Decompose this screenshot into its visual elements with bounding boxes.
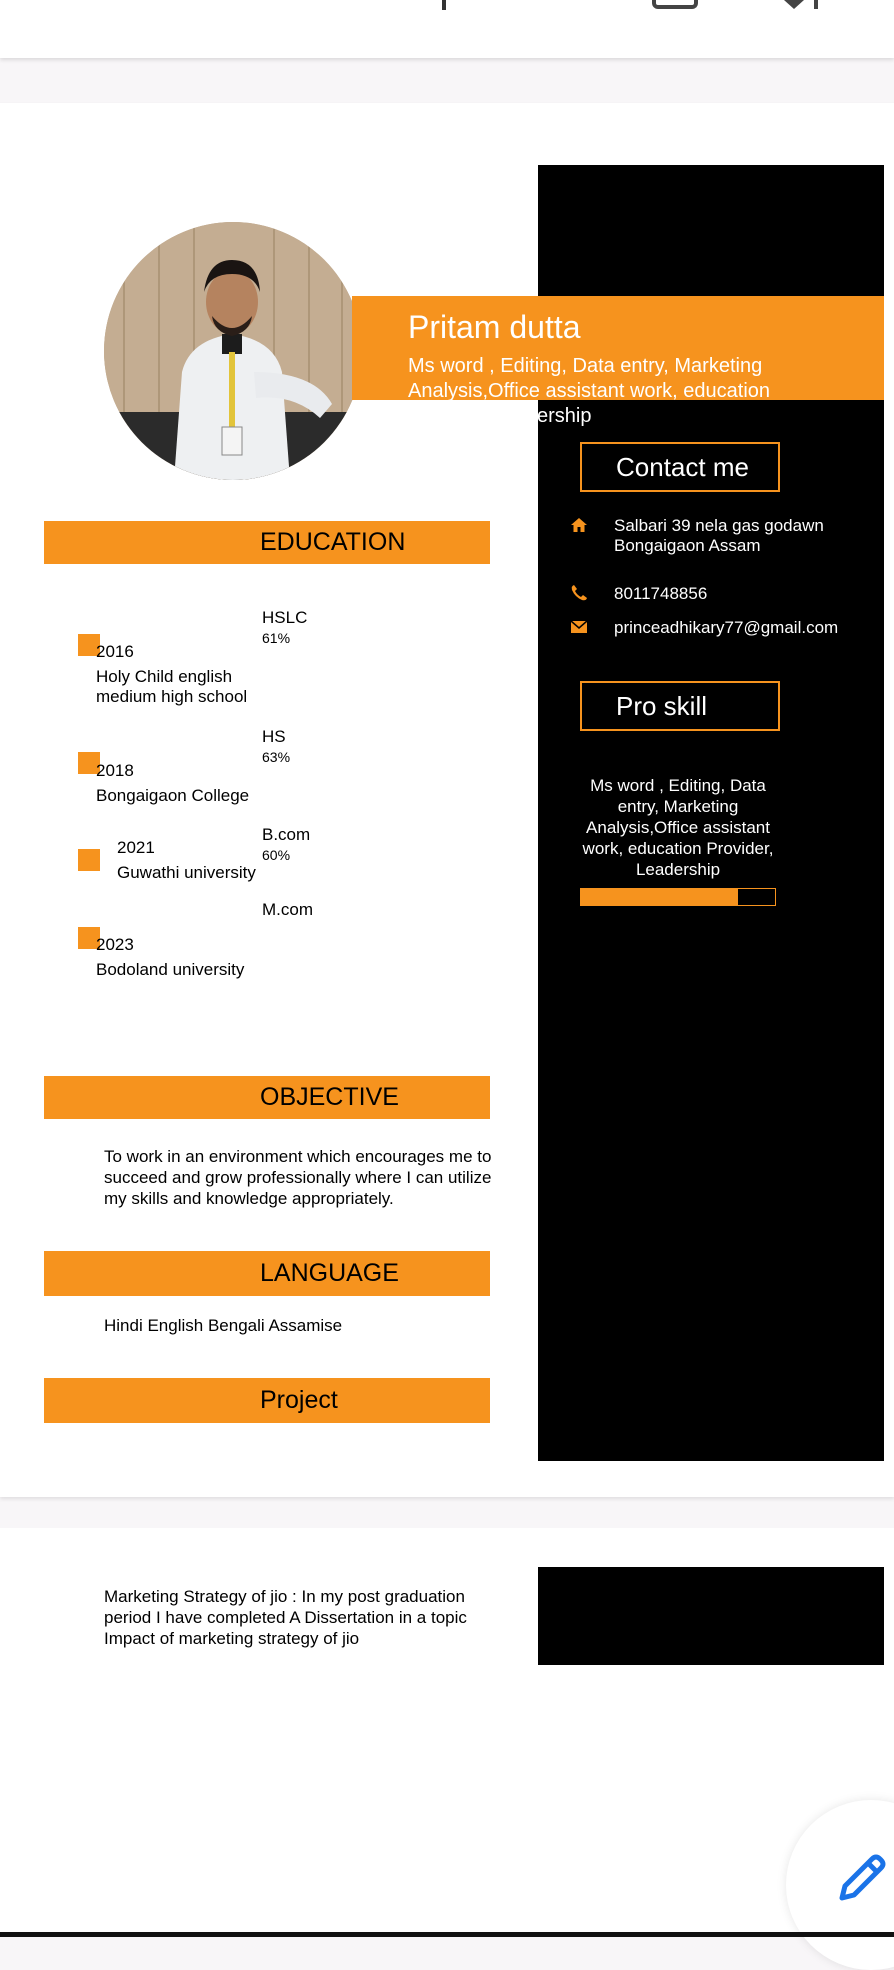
edu-score: 61% xyxy=(262,630,291,646)
toolbar-device-icon[interactable] xyxy=(652,0,698,9)
skill-level-bar xyxy=(580,888,776,906)
edu-degree: HS xyxy=(262,727,286,746)
objective-heading xyxy=(44,1076,490,1119)
contact-email: princeadhikary77@gmail.com xyxy=(614,618,839,637)
project-text: Marketing Strategy of jio : In my post graduation period I have completed A Dissertation in a topic Impact of marketing strategy of jio xyxy=(104,1587,467,1648)
candidate-tagline: Ms word , Editing, Data entry, Marketing Analysis,Office assistant work, education Provider, Leadership xyxy=(408,355,771,427)
edu-year: 2023 xyxy=(96,935,134,954)
resume-page-2 xyxy=(0,1528,894,1937)
objective-text: To work in an environment which encourages me to succeed and grow professionally where I can utilize my skills and knowledge appropriately. xyxy=(104,1147,492,1208)
skill-level-fill xyxy=(581,889,738,905)
contact-heading: Contact me xyxy=(580,442,780,492)
language-title: LANGUAGE xyxy=(260,1259,399,1287)
education-title: EDUCATION xyxy=(260,528,406,556)
contact-address-line1: Salbari 39 nela gas godawn xyxy=(614,516,824,535)
edu-school: Guwathi university xyxy=(117,863,256,882)
candidate-name: Pritam dutta xyxy=(408,309,581,345)
pro-skill-heading: Pro skill xyxy=(580,681,780,731)
edu-year: 2016 xyxy=(96,642,134,661)
language-heading xyxy=(44,1251,490,1296)
edu-school: Bodoland university xyxy=(96,960,245,979)
edu-degree: M.com xyxy=(262,900,313,919)
mail-icon xyxy=(570,618,588,636)
edu-school: Bongaigaon College xyxy=(96,786,250,805)
education-heading xyxy=(44,521,490,564)
top-app-bar xyxy=(0,0,894,58)
edu-year: 2018 xyxy=(96,761,134,780)
resume-page-1 xyxy=(0,103,894,1497)
toolbar-text-cursor-icon[interactable] xyxy=(442,0,446,10)
profile-photo xyxy=(104,222,362,480)
pro-skill-text: Ms word , Editing, Data entry, Marketing Analysis,Office assistant work, education Provider, Leadership xyxy=(582,776,774,879)
edu-score: 63% xyxy=(262,749,291,765)
project-title: Project xyxy=(260,1386,338,1414)
phone-icon xyxy=(570,584,588,602)
sidebar-panel-continued xyxy=(538,1567,884,1665)
language-text: Hindi English Bengali Assamise xyxy=(104,1316,343,1335)
edu-school: Holy Child english medium high school xyxy=(96,667,248,706)
edit-pencil-icon[interactable] xyxy=(834,1850,890,1906)
contact-phone: 8011748856 xyxy=(614,584,708,603)
edu-score: 60% xyxy=(262,847,291,863)
system-bottom-edge xyxy=(0,1932,894,1937)
home-icon xyxy=(570,516,588,534)
contact-address-line2: Bongaigaon Assam xyxy=(614,536,761,555)
toolbar-share-icon[interactable] xyxy=(780,0,830,9)
edu-degree: B.com xyxy=(262,825,311,844)
edu-degree: HSLC xyxy=(262,608,308,627)
project-heading xyxy=(44,1378,490,1423)
edu-year: 2021 xyxy=(117,838,155,857)
objective-title: OBJECTIVE xyxy=(260,1083,399,1111)
edu-bullet xyxy=(78,849,100,871)
